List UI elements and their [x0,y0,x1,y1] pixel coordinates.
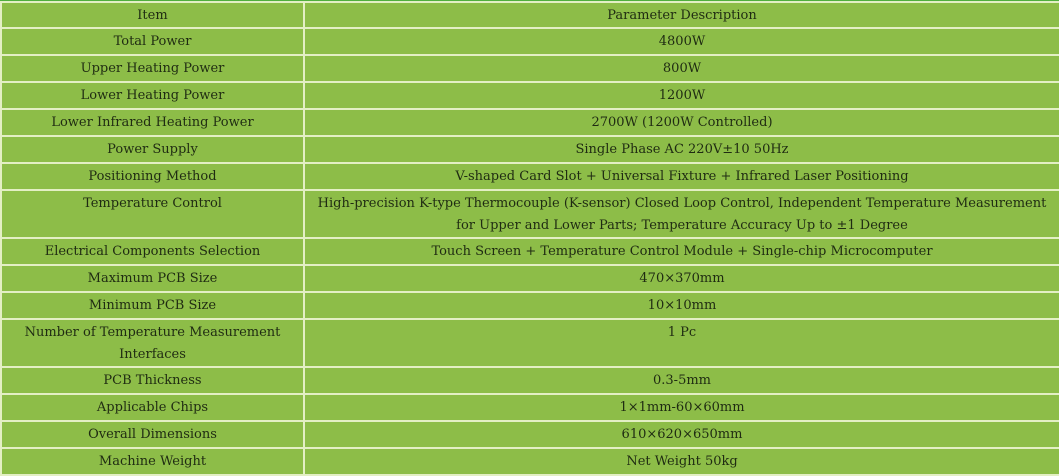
description-cell: 1200W [304,82,1059,109]
table-row [1,28,1059,55]
table-row [1,136,1059,163]
table-row [1,367,1059,394]
description-cell: V-shaped Card Slot + Universal Fixture + Infrared Laser Positioning [304,163,1059,190]
description-cell: 2700W (1200W Controlled) [304,109,1059,136]
table-row [1,163,1059,190]
description-cell: 1 Pc [304,319,1059,367]
item-cell: PCB Thickness [1,367,304,394]
item-cell: Maximum PCB Size [1,265,304,292]
item-cell: Total Power [1,28,304,55]
item-cell: Lower Heating Power [1,82,304,109]
item-cell: Power Supply [1,136,304,163]
header-item: Item [1,2,304,28]
item-cell: Applicable Chips [1,394,304,421]
specification-table [0,1,1059,476]
table-header-row [1,2,1059,28]
description-cell: 1×1mm-60×60mm [304,394,1059,421]
table-row [1,319,1059,367]
description-cell: 10×10mm [304,292,1059,319]
item-cell: Temperature Control [1,190,304,238]
header-parameter-description: Parameter Description [304,2,1059,28]
description-cell: Single Phase AC 220V±10 50Hz [304,136,1059,163]
description-cell: 470×370mm [304,265,1059,292]
table-row [1,109,1059,136]
description-cell: Net Weight 50kg [304,448,1059,475]
table-row [1,82,1059,109]
item-cell: Lower Infrared Heating Power [1,109,304,136]
table-row [1,394,1059,421]
item-cell: Upper Heating Power [1,55,304,82]
description-cell: 0.3-5mm [304,367,1059,394]
item-cell: Overall Dimensions [1,421,304,448]
description-cell: Touch Screen + Temperature Control Module + Single-chip Microcomputer [304,238,1059,265]
description-cell: High-precision K-type Thermocouple (K-sensor) Closed Loop Control, Independent Temperature Measurement for Upper and Lower Parts; Temperature Accuracy Up to ±1 Degree [304,190,1059,238]
table-row [1,238,1059,265]
table-row [1,421,1059,448]
table-row [1,265,1059,292]
description-cell: 610×620×650mm [304,421,1059,448]
item-cell: Minimum PCB Size [1,292,304,319]
description-cell: 4800W [304,28,1059,55]
table-row [1,448,1059,475]
item-cell: Number of Temperature Measurement Interfaces [1,319,304,367]
item-cell: Positioning Method [1,163,304,190]
item-cell: Machine Weight [1,448,304,475]
table-row [1,55,1059,82]
table-row [1,190,1059,238]
description-cell: 800W [304,55,1059,82]
item-cell: Electrical Components Selection [1,238,304,265]
table-row [1,292,1059,319]
